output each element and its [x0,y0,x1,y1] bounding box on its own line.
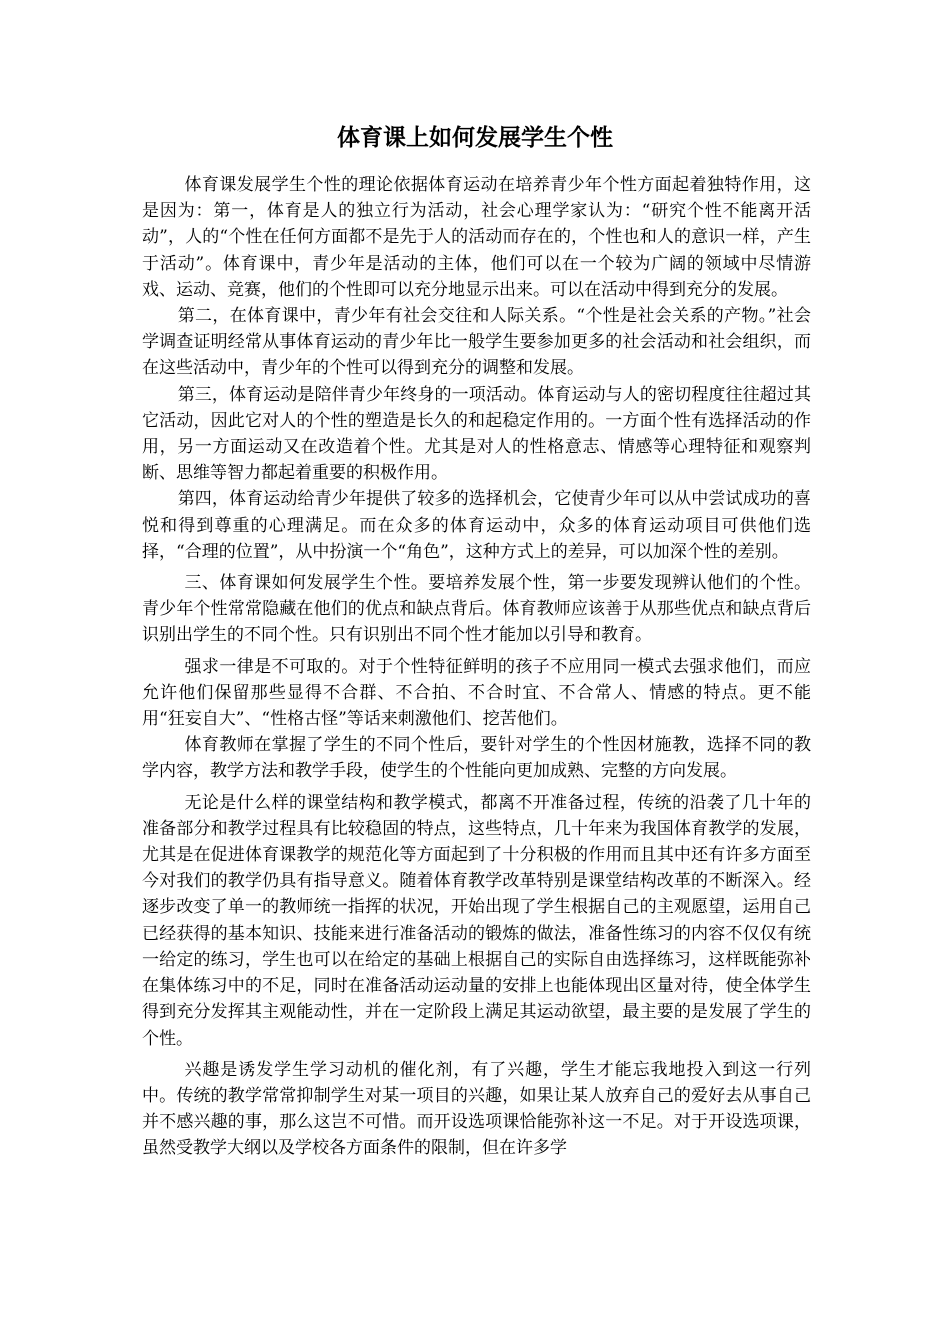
paragraph: 强求一律是不可取的。对于个性特征鲜明的孩子不应用同一模式去强求他们，而应允许他们保留那些显得不合群、不合拍、不合时宜、不合常人、情感的特点。更不能用“狂妄自大”、“性格古怪”等话来刺激他们、挖苦他们。 [142,656,811,730]
paragraph: 第二，在体育课中，青少年有社会交往和人际关系。“个性是社会关系的产物。”社会学调查证明经常从事体育运动的青少年比一般学生要参加更多的社会活动和社会组织，而在这些活动中，青少年的个性可以得到充分的调整和发展。 [142,306,811,379]
paragraph: 无论是什么样的课堂结构和教学模式，都离不开准备过程，传统的沿袭了几十年的准备部分和教学过程具有比较稳固的特点，这些特点，几十年来为我国体育教学的发展，尤其是在促进体育课教学的规范化等方面起到了十分积极的作用而且其中还有许多方面至今对我们的教学仍具有指导意义。随着体育教学改革特别是课堂结构改革的不断深入。经逐步改变了单一的教师统一指挥的状况，开始出现了学生根据自己的主观愿望，运用自己已经获得的基本知识、技能来进行准备活动的锻炼的做法，准备性练习的内容不仅仅有统一给定的练习，学生也可以在给定的基础上根据自己的实际自由选择练习，这样既能弥补在集体练习中的不足，同时在准备活动运动量的安排上也能体现出区量对待，使全体学生得到充分发挥其主观能动性，并在一定阶段上满足其运动欲望，最主要的是发展了学生的个性。 [142,792,811,1049]
paragraph: 兴趣是诱发学生学习动机的催化剂，有了兴趣，学生才能忘我地投入到这一行列中。传统的教学常常抑制学生对某一项目的兴趣，如果让某人放弃自己的爱好去从事自己并不感兴趣的事，那么这岂不可惜。而开设选项课恰能弥补这一不足。对于开设选项课，虽然受教学大纲以及学校各方面条件的限制，但在许多学 [142,1059,811,1159]
paragraph: 第四，体育运动给青少年提供了较多的选择机会，它使青少年可以从中尝试成功的喜悦和得到尊重的心理满足。而在众多的体育运动中，众多的体育运动项目可供他们选择，“合理的位置”，从中扮演一个“角色”，这种方式上的差异，可以加深个性的差别。 [142,489,811,562]
paragraph: 三、体育课如何发展学生个性。要培养发展个性，第一步要发现辨认他们的个性。青少年个性常常隐藏在他们的优点和缺点背后。体育教师应该善于从那些优点和缺点背后识别出学生的不同个性。只有识别出不同个性才能加以引导和教育。 [142,573,811,646]
document-body [142,172,811,1162]
document-title: 体育课上如何发展学生个性 [337,124,613,151]
paragraph: 体育教师在掌握了学生的不同个性后，要针对学生的个性因材施教，选择不同的教学内容，教学方法和教学手段，使学生的个性能向更加成熟、完整的方向发展。 [142,735,811,782]
paragraph: 体育课发展学生个性的理论依据体育运动在培养青少年个性方面起着独特作用，这是因为：第一，体育是人的独立行为活动，社会心理学家认为：“研究个性不能离开活动”，人的“个性在任何方面都不是先于人的活动而存在的，个性也和人的意识一样，产生于活动”。体育课中，青少年是活动的主体，他们可以在一个较为广阔的领域中尽情游戏、运动、竞赛，他们的个性即可以充分地显示出来。可以在活动中得到充分的发展。 [142,175,811,300]
paragraph: 第三，体育运动是陪伴青少年终身的一项活动。体育运动与人的密切程度往往超过其它活动，因此它对人的个性的塑造是长久的和起稳定作用的。一方面个性有选择活动的作用，另一方面运动又在改造着个性。尤其是对人的性格意志、情感等心理特征和观察判断、思维等智力都起着重要的积极作用。 [142,384,811,484]
